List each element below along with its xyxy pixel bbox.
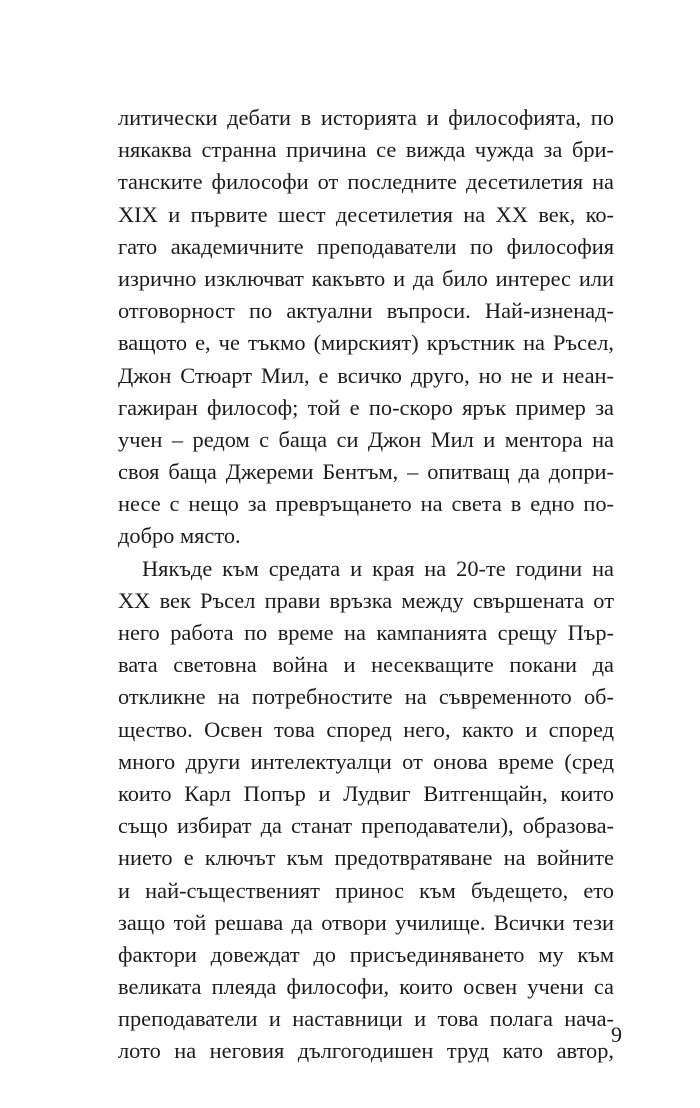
text-line: вата световна война и несекващите покани да (118, 652, 614, 678)
text-line: несе с нещо за превръщането на света в едно по- (118, 491, 614, 517)
text-line: и най-същественият принос към бъдещето, ето (118, 877, 614, 903)
text-line: лото на неговия дългогодишен труд като автор, (118, 1038, 614, 1064)
text-line: също избират да станат преподаватели), образова- (118, 813, 614, 839)
text-line: гато академичните преподаватели по философия (118, 233, 614, 259)
text-line: ващото е, че тъкмо (мирският) кръстник на Ръсел, (118, 330, 614, 356)
text-line: него работа по време на кампанията срещу Пър- (118, 620, 614, 645)
text-line: XX век Ръсел прави връзка между свършената от (118, 587, 614, 613)
text-line: откликне на потребностите на съвременното об- (118, 684, 614, 710)
text-line: щество. Освен това според него, както и според (118, 716, 614, 742)
text-line: изрично изключват какъвто и да било интерес или (118, 265, 614, 291)
text-line: които Карл Попър и Лудвиг Витгенщайн, които (118, 780, 614, 806)
text-line: танските философи от последните десетилетия на (118, 169, 614, 195)
text-line: XIX и първите шест десетилетия на XX век, ко- (118, 201, 614, 227)
text-line: литически дебати в историята и философията, по (118, 105, 614, 130)
text-line: отговорност по актуални въпроси. Най-изненад- (118, 298, 614, 324)
text-line: своя баща Джереми Бентъм, – опитващ да допри- (118, 459, 614, 485)
text-line: някаква странна причина се вижда чужда за бри- (118, 137, 614, 163)
text-line: добро място. (118, 523, 241, 549)
paragraph (118, 102, 614, 553)
text-line: Някъде към средата и края на 20-те години на (142, 555, 614, 581)
text-line: гажиран философ; той е по-скоро ярък пример за (118, 394, 614, 420)
text-line: много други интелектуалци от онова време (сред (118, 748, 614, 774)
page-number: 9 (611, 1022, 622, 1047)
text-line: Джон Стюарт Мил, е всичко друго, но не и неан- (118, 362, 614, 388)
text-line: фактори довеждат до присъединяването му към (118, 941, 614, 967)
paragraph (118, 553, 614, 1068)
text-line: защо той решава да отвори училище. Всички тези (118, 909, 614, 935)
text-line: нието е ключът към предотвратяване на войните (118, 845, 614, 871)
text-line: великата плеяда философи, които освен учени са (118, 974, 614, 1000)
text-line: преподаватели и наставници и това полага нача- (118, 1006, 614, 1032)
text-line: учен – редом с баща си Джон Мил и ментора на (118, 426, 614, 452)
body-text (118, 102, 614, 1068)
